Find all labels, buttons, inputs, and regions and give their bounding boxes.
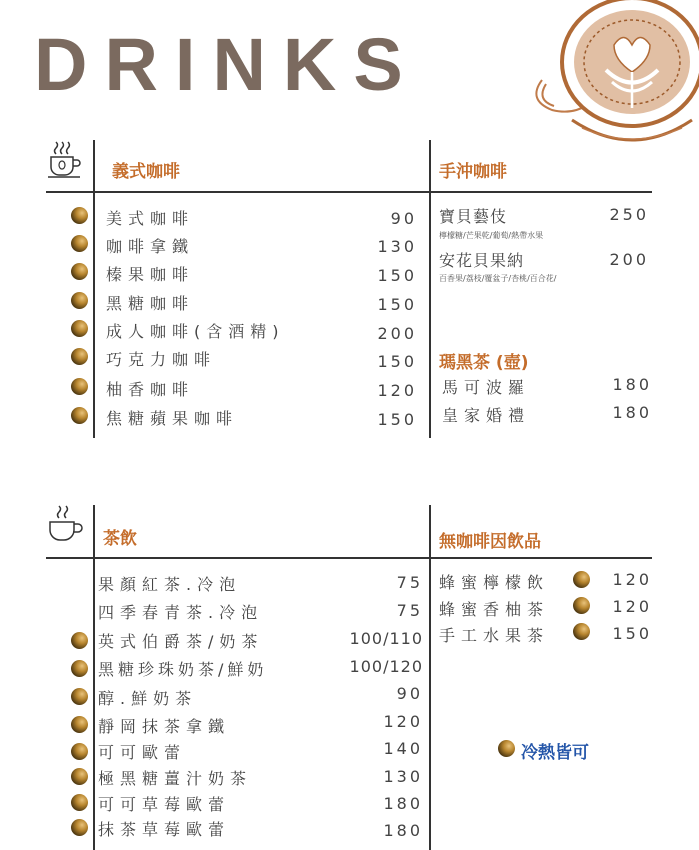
list-item: 抹茶草莓歐蕾 [98,820,231,839]
bullet-icon [71,716,88,733]
list-item: 靜岡抹茶拿鐵 [98,717,231,736]
item-price: 150 [612,624,652,643]
section-title-mahei-tea: 瑪黑茶 (壺) [439,353,529,373]
list-item: 黑糖珍珠奶茶/鮮奶 [98,660,268,679]
bullet-icon [71,292,88,309]
list-item: 蜂蜜香柚茶 [439,600,550,619]
list-item: 巧克力咖啡 [106,350,217,369]
hot-cold-legend: 冷熱皆可 [521,743,589,763]
tasting-notes: 檸檬糖/芒果乾/葡萄/熱帶水果 [439,231,544,240]
tasting-notes: 百香果/荔枝/覆盆子/杏桃/百合花/ [439,274,557,283]
list-item: 極黑糖薑汁奶茶 [98,769,253,788]
bullet-icon [498,740,515,757]
section-title-italian-coffee: 義式咖啡 [112,162,180,182]
item-price: 150 [377,295,417,314]
list-item: 馬可波羅 [442,378,531,397]
list-item: 美式咖啡 [106,209,195,228]
item-price: 180 [383,821,423,840]
item-price: 200 [609,250,649,269]
list-item: 成人咖啡(含酒精) [106,322,285,341]
list-item: 蜂蜜檸檬飲 [439,573,550,592]
section-title-tea: 茶飲 [103,529,137,549]
list-item: 可可草莓歐蕾 [98,795,231,814]
divider [46,557,652,559]
item-price: 180 [612,403,652,422]
bullet-icon [573,571,590,588]
bullet-icon [71,743,88,760]
bullet-icon [573,623,590,640]
list-item: 寶貝藝伎 [439,207,508,226]
item-price: 100/120 [349,657,423,676]
bullet-icon [71,378,88,395]
divider [429,140,431,438]
divider [46,191,652,193]
list-item: 可可歐蕾 [98,743,187,762]
list-item: 黑糖咖啡 [106,294,195,313]
list-item: 安花貝果納 [439,251,525,270]
list-item: 咖啡拿鐵 [106,237,195,256]
list-item: 醇.鮮奶茶 [98,689,198,708]
list-item: 柚香咖啡 [106,380,195,399]
bullet-icon [71,263,88,280]
divider [93,140,95,438]
item-price: 200 [377,324,417,343]
coffee-cup-icon [46,140,82,180]
section-title-pour-over: 手沖咖啡 [439,162,507,182]
bullet-icon [573,597,590,614]
item-price: 120 [612,597,652,616]
item-price: 150 [377,266,417,285]
item-price: 250 [609,205,649,224]
bullet-icon [71,632,88,649]
bullet-icon [71,768,88,785]
item-price: 120 [383,712,423,731]
bullet-icon [71,819,88,836]
item-price: 130 [383,767,423,786]
item-price: 120 [377,381,417,400]
bullet-icon [71,794,88,811]
bullet-icon [71,348,88,365]
bullet-icon [71,320,88,337]
item-price: 150 [377,352,417,371]
bullet-icon [71,688,88,705]
list-item: 四季春青茶.冷泡 [98,603,264,622]
item-price: 100/110 [349,629,423,648]
item-price: 180 [383,794,423,813]
item-price: 120 [612,570,652,589]
tea-cup-icon [46,504,84,544]
item-price: 130 [377,237,417,256]
list-item: 焦糖蘋果咖啡 [106,409,239,428]
page-title: DRINKS [34,23,420,106]
section-title-decaf: 無咖啡因飲品 [439,532,541,552]
item-price: 75 [396,601,423,620]
item-price: 150 [377,410,417,429]
item-price: 90 [390,209,417,228]
item-price: 140 [383,739,423,758]
item-price: 75 [396,573,423,592]
list-item: 榛果咖啡 [106,265,195,284]
bullet-icon [71,207,88,224]
list-item: 皇家婚禮 [442,406,531,425]
latte-art-icon [532,0,699,160]
bullet-icon [71,235,88,252]
list-item: 果顏紅茶.冷泡 [98,575,242,594]
list-item: 英式伯爵茶/奶茶 [98,632,264,651]
list-item: 手工水果茶 [439,626,550,645]
item-price: 180 [612,375,652,394]
bullet-icon [71,407,88,424]
item-price: 90 [396,684,423,703]
bullet-icon [71,660,88,677]
